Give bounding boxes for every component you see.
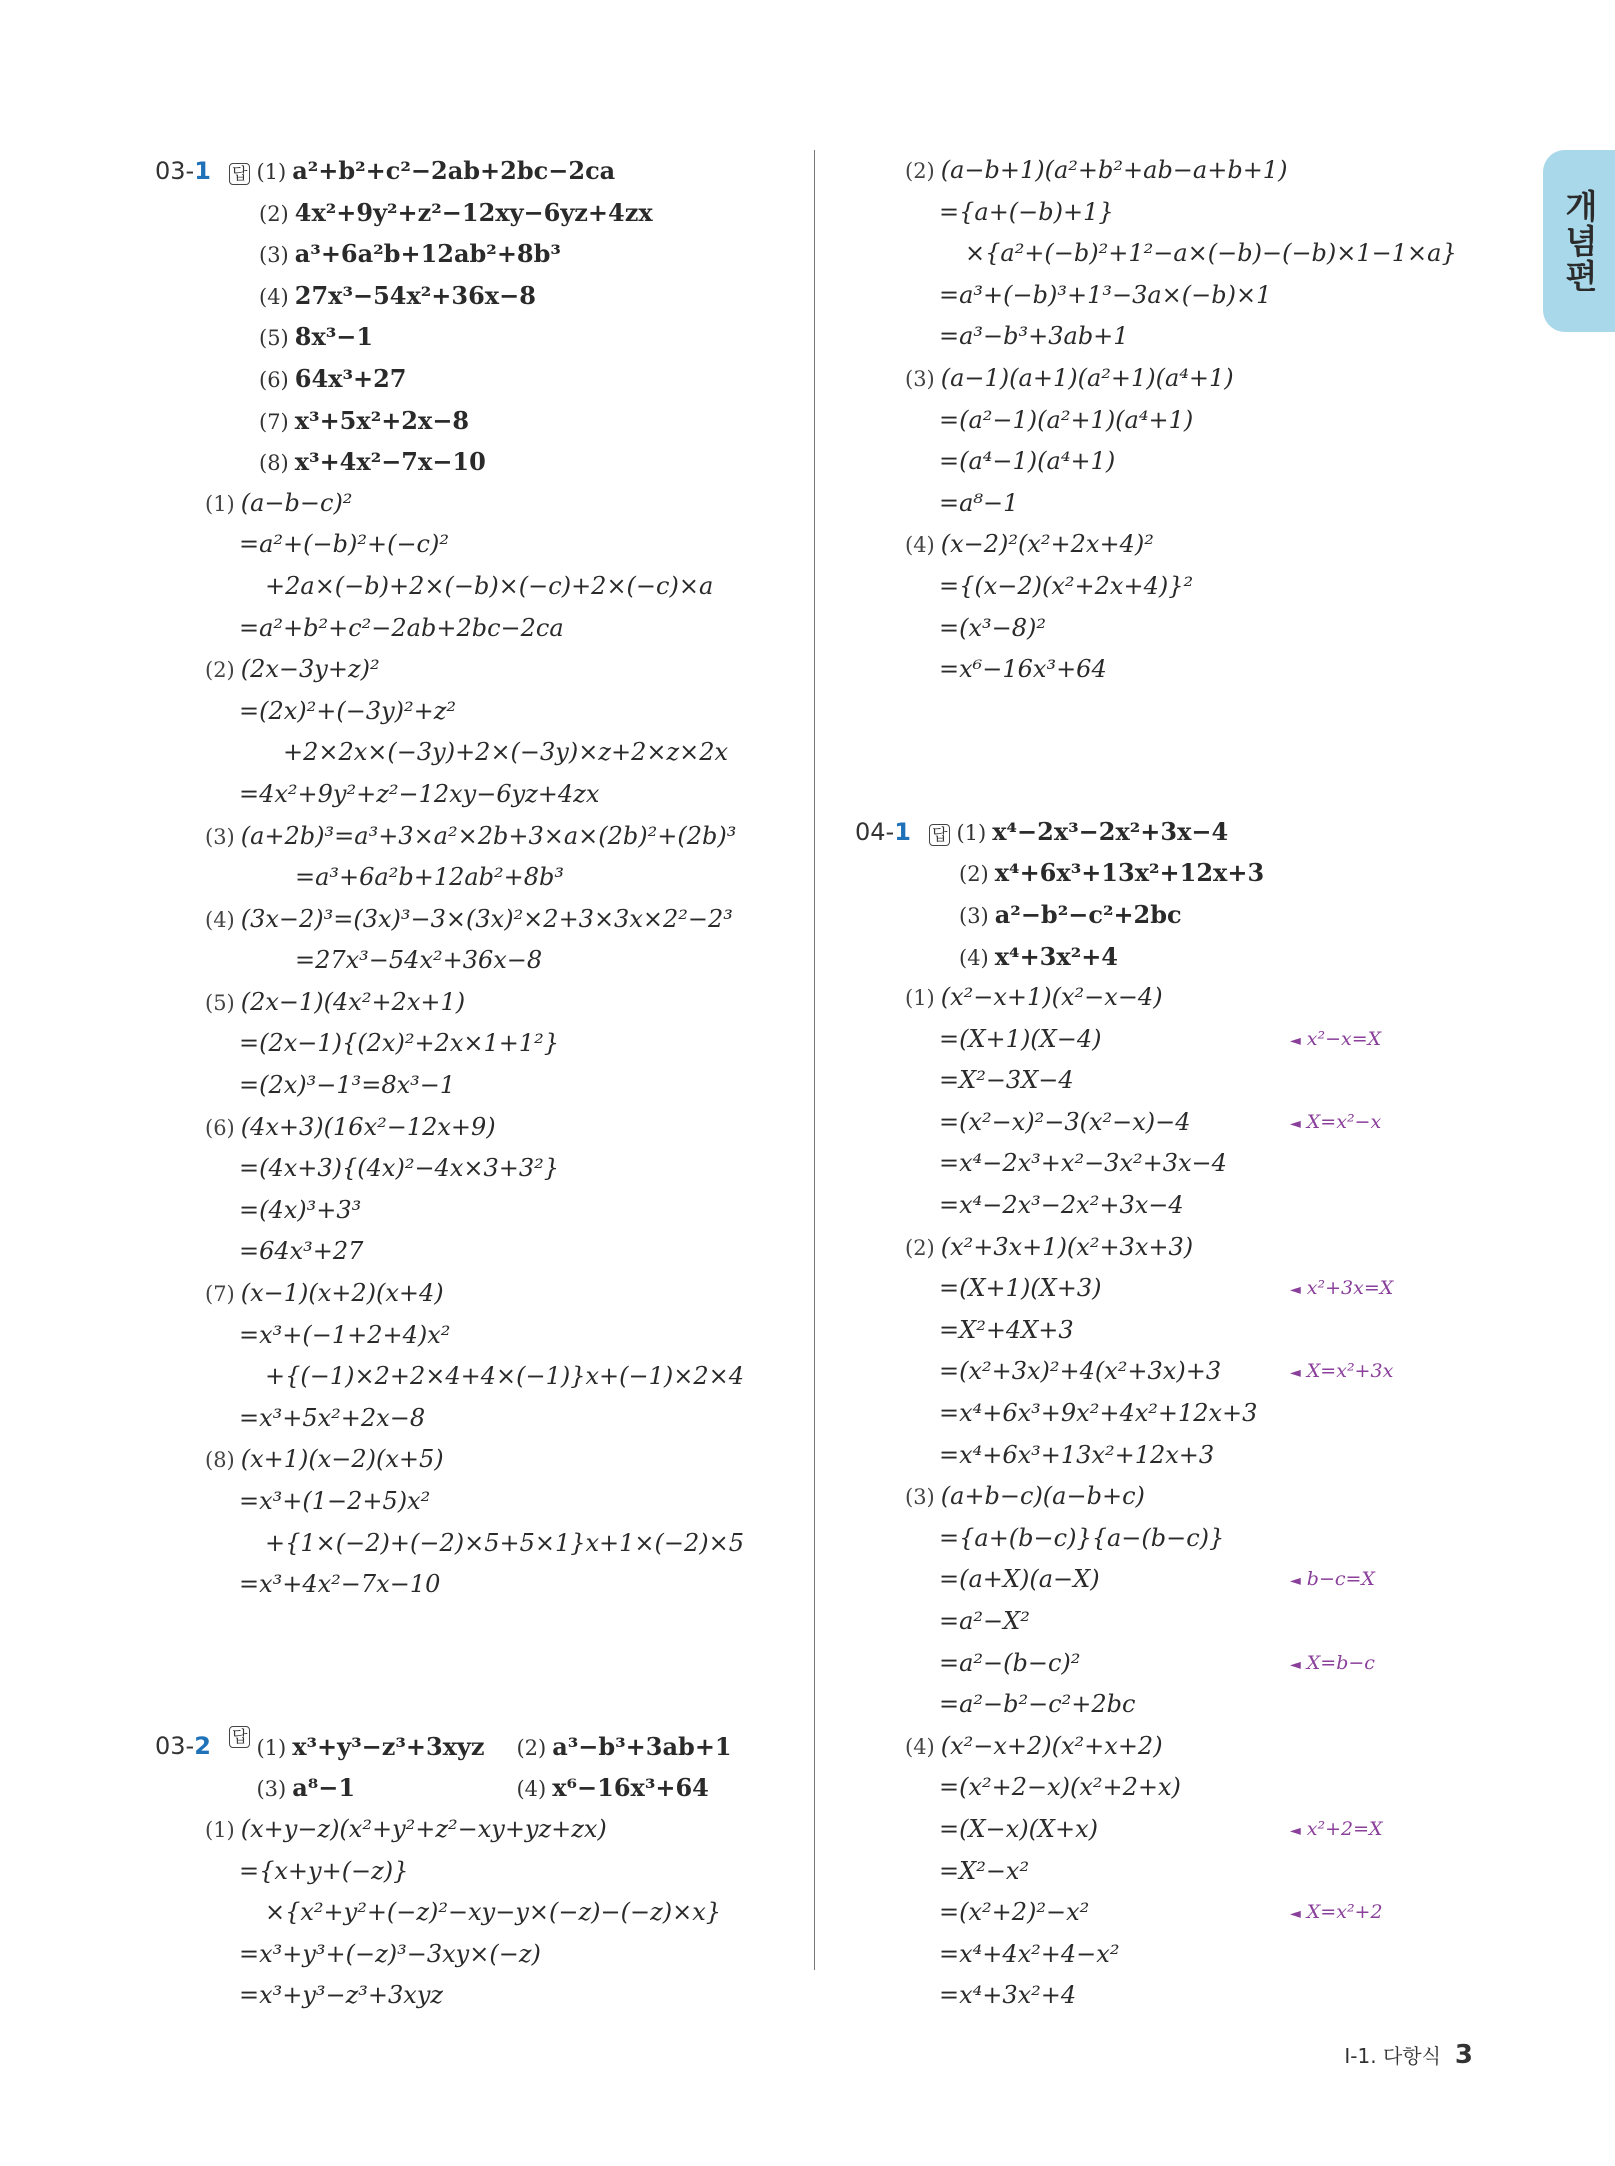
answer-label: (3)	[959, 903, 989, 928]
solution-expr: ×{x²+y²+(−z)²−xy−y×(−z)−(−z)×x}	[265, 1898, 721, 1927]
answer-label: (2)	[516, 1735, 547, 1760]
answer-expr: x³+y³−z³+3xyz	[292, 1731, 485, 1761]
solution-line	[855, 1726, 1495, 1768]
solution-expr: (a+2b)³=a³+3×a²×2b+3×a×(2b)²+(2b)³	[240, 821, 737, 850]
solution-expr: (3x−2)³=(3x)³−3×(3x)²×2+3×3x×2²−2³	[240, 904, 733, 933]
solution-expr: =x⁴−2x³+x²−3x²+3x−4	[939, 1149, 1227, 1178]
solution-expr: ×{a²+(−b)²+1²−a×(−b)−(−b)×1−1×a}	[965, 239, 1457, 268]
solution-expr: =X²−3X−4	[939, 1066, 1074, 1095]
solution-line	[155, 1273, 795, 1315]
answer-expr: 8x³−1	[294, 322, 374, 352]
answer-item	[155, 358, 795, 400]
left-column	[155, 150, 795, 2017]
solution-expr: =(a+X)(a−X)	[939, 1565, 1100, 1594]
answer-label: (7)	[259, 409, 289, 434]
solution-line	[155, 982, 795, 1024]
solution-line	[155, 566, 795, 608]
solution-line	[155, 732, 795, 774]
step-label: (2)	[905, 1235, 935, 1260]
footer-chapter: Ⅰ-1. 다항식	[1344, 2044, 1441, 2068]
solution-expr: =x⁶−16x³+64	[939, 655, 1107, 684]
solution-line	[155, 1231, 795, 1273]
step-label: (1)	[205, 491, 235, 516]
solution-line	[855, 608, 1495, 650]
solution-line	[155, 899, 795, 941]
problem-number-suffix: 1	[894, 817, 911, 846]
solution-line	[855, 1518, 1495, 1560]
answer-grid	[256, 1726, 795, 1809]
step-label: (3)	[205, 824, 235, 849]
solution-line	[855, 1227, 1495, 1269]
answer-badge: 답	[229, 163, 250, 185]
substitution-note: ◄ x²−x=X	[1290, 1019, 1381, 1063]
problem-number-prefix: 03-	[155, 157, 195, 185]
solution-line	[855, 1185, 1495, 1227]
problem-03-2-cont	[855, 150, 1495, 691]
solution-expr: (x−1)(x+2)(x+4)	[240, 1279, 444, 1308]
solution-line	[155, 1065, 795, 1107]
step-label: (6)	[205, 1115, 235, 1140]
problem-number	[155, 1726, 229, 1768]
answer-badge: 답	[929, 824, 950, 846]
answer-item	[956, 811, 1228, 855]
solution-line	[155, 608, 795, 650]
solution-expr: =(X+1)(X−4)	[939, 1024, 1102, 1053]
solution-expr: =(2x−1){(2x)²+2x×1+1²}	[239, 1029, 560, 1058]
solution-expr: =x⁴+6x³+9x²+4x²+12x+3	[939, 1399, 1258, 1428]
solution-line	[155, 1190, 795, 1232]
problem-number-suffix: 1	[194, 157, 211, 185]
solution-line	[855, 566, 1495, 608]
answer-expr: 27x³−54x²+36x−8	[294, 280, 536, 310]
solution-line	[855, 1268, 1495, 1310]
solution-line	[155, 483, 795, 525]
solution-line	[155, 1934, 795, 1976]
solution-expr: =x⁴+6x³+13x²+12x+3	[939, 1440, 1215, 1469]
solution-line	[855, 1310, 1495, 1352]
solution-expr: =x⁴+4x²+4−x²	[939, 1939, 1120, 1968]
solution-expr: =x³+5x²+2x−8	[239, 1403, 426, 1432]
substitution-note: ◄ X=x²−x	[1290, 1102, 1381, 1146]
solution-line	[855, 1975, 1495, 2017]
solution-line	[855, 275, 1495, 317]
step-label: (8)	[205, 1448, 235, 1473]
step-label: (3)	[905, 1485, 935, 1510]
solution-line	[155, 524, 795, 566]
solution-line	[855, 483, 1495, 525]
solution-expr: =a³+6a²b+12ab²+8b³	[295, 863, 565, 892]
solution-line	[855, 1892, 1495, 1934]
solution-expr: +2a×(−b)+2×(−b)×(−c)+2×(−c)×a	[265, 571, 714, 600]
solution-expr: +{1×(−2)+(−2)×5+5×1}x+1×(−2)×5	[265, 1528, 744, 1557]
answer-item	[855, 852, 1495, 894]
solution-expr: =(4x)³+3³	[239, 1195, 362, 1224]
solution-line	[155, 1439, 795, 1481]
solution-line	[855, 358, 1495, 400]
solution-expr: =x³+(−1+2+4)x²	[239, 1320, 451, 1349]
solution-expr: =a²+(−b)²+(−c)²	[239, 530, 449, 559]
answer-expr: a³−b³+3ab+1	[552, 1731, 732, 1761]
solution-line	[855, 150, 1495, 192]
substitution-note: ◄ X=b−c	[1290, 1643, 1375, 1687]
step-label: (1)	[205, 1817, 235, 1842]
solution-expr: (x+y−z)(x²+y²+z²−xy+yz+zx)	[240, 1814, 607, 1843]
answer-item	[155, 400, 795, 442]
solution-expr: =4x²+9y²+z²−12xy−6yz+4zx	[239, 779, 600, 808]
step-label: (3)	[905, 366, 935, 391]
answer-label: (2)	[959, 862, 989, 887]
solution-line	[855, 1393, 1495, 1435]
answer-item	[155, 316, 795, 358]
solution-expr: ={x+y+(−z)}	[239, 1856, 409, 1885]
section-gap	[855, 691, 1495, 811]
problem-header	[155, 150, 795, 192]
solution-expr: =a²−(b−c)²	[939, 1648, 1081, 1677]
solution-line	[855, 1851, 1495, 1893]
solution-line	[855, 1435, 1495, 1477]
answer-item	[516, 1767, 776, 1809]
solution-line	[855, 977, 1495, 1019]
solution-line	[155, 1148, 795, 1190]
answer-expr: x⁴−2x³−2x²+3x−4	[992, 816, 1229, 846]
step-label: (5)	[205, 990, 235, 1015]
step-label: (7)	[205, 1282, 235, 1307]
problem-number-prefix: 03-	[155, 1731, 195, 1760]
answer-label: (5)	[259, 326, 289, 351]
solution-line	[155, 691, 795, 733]
solution-line	[155, 1481, 795, 1523]
solution-expr: =(a⁴−1)(a⁴+1)	[939, 447, 1116, 476]
solution-expr: =(x²+2)²−x²	[939, 1898, 1090, 1927]
answer-label: (1)	[956, 820, 987, 845]
solution-expr: +{(−1)×2+2×4+4×(−1)}x+(−1)×2×4	[265, 1362, 744, 1391]
answer-expr: a⁸−1	[292, 1773, 356, 1803]
solution-line	[155, 816, 795, 858]
answer-item	[855, 894, 1495, 936]
solution-line	[855, 1601, 1495, 1643]
solution-expr: (x²+3x+1)(x²+3x+3)	[940, 1232, 1194, 1261]
substitution-note: ◄ x²+3x=X	[1290, 1268, 1393, 1312]
answer-item	[256, 1726, 516, 1768]
solution-line	[855, 1934, 1495, 1976]
problem-number-prefix: 04-	[855, 817, 895, 846]
substitution-note: ◄ b−c=X	[1290, 1559, 1375, 1603]
solution-line	[855, 524, 1495, 566]
solution-expr: =x³+y³+(−z)³−3xy×(−z)	[239, 1939, 541, 1968]
solution-expr: =(x³−8)²	[939, 613, 1046, 642]
answer-label: (4)	[959, 945, 989, 970]
solution-line	[855, 1559, 1495, 1601]
answer-label: (4)	[516, 1777, 547, 1802]
solution-line	[855, 649, 1495, 691]
solution-line	[855, 1102, 1495, 1144]
concept-section-tab[interactable]	[1543, 150, 1615, 332]
column-divider	[814, 150, 815, 1970]
side-tab-text: 개념편	[1560, 188, 1599, 294]
step-label: (2)	[205, 658, 235, 683]
solution-line	[155, 1356, 795, 1398]
step-label: (4)	[905, 533, 935, 558]
solution-line	[855, 441, 1495, 483]
solution-line	[855, 1809, 1495, 1851]
problem-header	[855, 811, 1495, 853]
solution-line	[855, 316, 1495, 358]
solution-expr: =(a²−1)(a²+1)(a⁴+1)	[939, 405, 1194, 434]
solution-expr: (a−1)(a+1)(a²+1)(a⁴+1)	[940, 363, 1234, 392]
answer-expr: x⁴+3x²+4	[994, 941, 1119, 971]
solution-expr: =(x²+3x)²+4(x²+3x)+3	[939, 1357, 1222, 1386]
solution-expr: =x⁴−2x³−2x²+3x−4	[939, 1191, 1184, 1220]
solution-line	[855, 1476, 1495, 1518]
solution-expr: =a²−b²−c²+2bc	[939, 1690, 1136, 1719]
solution-line	[855, 1767, 1495, 1809]
solution-line	[155, 1398, 795, 1440]
solution-expr: =(x²−x)²−3(x²−x)−4	[939, 1107, 1191, 1136]
solution-expr: =(2x)³−1³=8x³−1	[239, 1071, 456, 1100]
problem-header	[155, 1726, 795, 1809]
solution-line	[855, 1643, 1495, 1685]
solution-expr: =x³+y³−z³+3xyz	[239, 1981, 444, 2010]
solution-expr: =(2x)²+(−3y)²+z²	[239, 696, 457, 725]
problem-04-1	[855, 811, 1495, 2017]
answer-label: (3)	[256, 1777, 287, 1802]
answer-item	[155, 441, 795, 483]
solution-expr: ={a+(−b)+1}	[939, 197, 1114, 226]
answer-expr: 64x³+27	[294, 363, 407, 393]
solution-line	[155, 1315, 795, 1357]
page-footer	[1344, 2040, 1473, 2070]
answer-item	[256, 150, 615, 194]
answer-label: (6)	[259, 367, 289, 392]
solution-expr: =a⁸−1	[939, 488, 1019, 517]
solution-line	[155, 649, 795, 691]
answer-expr: a²+b²+c²−2ab+2bc−2ca	[292, 156, 616, 185]
solution-expr: (a−b+1)(a²+b²+ab−a+b+1)	[940, 156, 1288, 184]
problem-03-2	[155, 1726, 795, 2017]
answer-expr: x⁴+6x³+13x²+12x+3	[994, 858, 1265, 888]
answer-item	[855, 936, 1495, 978]
solution-expr: =x³+(1−2+5)x²	[239, 1487, 431, 1515]
solution-line	[155, 1809, 795, 1851]
solution-expr: ={a+(b−c)}{a−(b−c)}	[939, 1523, 1225, 1552]
solution-line	[155, 774, 795, 816]
answer-expr: 4x²+9y²+z²−12xy−6yz+4zx	[294, 197, 653, 227]
answer-label: (1)	[256, 160, 287, 184]
substitution-note: ◄ x²+2=X	[1290, 1809, 1383, 1853]
solution-line	[855, 1019, 1495, 1061]
answer-expr: x³+4x²−7x−10	[294, 447, 486, 477]
problem-03-1	[155, 150, 795, 1606]
solution-line	[155, 1851, 795, 1893]
solution-expr: (a+b−c)(a−b+c)	[940, 1482, 1145, 1511]
solution-expr: =64x³+27	[239, 1237, 364, 1266]
answer-label: (4)	[259, 284, 289, 309]
answer-item	[516, 1726, 776, 1768]
answer-expr: x⁶−16x³+64	[552, 1773, 709, 1803]
solution-expr: (x−2)²(x²+2x+4)²	[940, 530, 1154, 559]
solution-line	[855, 192, 1495, 234]
solution-expr: (x²−x+2)(x²+x+2)	[940, 1731, 1163, 1760]
solution-expr: +2×2x×(−3y)+2×(−3y)×z+2×z×2x	[283, 738, 729, 767]
answer-expr: x³+5x²+2x−8	[294, 405, 470, 435]
answer-item	[155, 192, 795, 234]
solution-expr: =a³+(−b)³+1³−3a×(−b)×1	[939, 280, 1272, 309]
step-label: (4)	[205, 907, 235, 932]
solution-expr: =(4x+3){(4x)²−4x×3+3²}	[239, 1154, 560, 1183]
answer-label: (3)	[259, 243, 289, 268]
solution-expr: =x³+4x²−7x−10	[239, 1570, 441, 1599]
step-label: (1)	[905, 986, 935, 1011]
solution-line	[155, 1564, 795, 1606]
solution-line	[155, 1975, 795, 2017]
solution-line	[155, 1107, 795, 1149]
right-column	[855, 150, 1495, 2017]
answer-label: (2)	[259, 201, 289, 226]
solution-line	[855, 233, 1495, 275]
solution-expr: =x⁴+3x²+4	[939, 1981, 1077, 2010]
solution-expr: =X²+4X+3	[939, 1315, 1074, 1344]
solution-line	[155, 1023, 795, 1065]
answer-label: (8)	[259, 451, 289, 476]
answer-item	[155, 233, 795, 275]
solution-expr: (x²−x+1)(x²−x−4)	[940, 983, 1163, 1012]
substitution-note: ◄ X=x²+3x	[1290, 1351, 1393, 1395]
solution-line	[855, 1143, 1495, 1185]
answer-label: (1)	[256, 1735, 287, 1760]
solution-expr: ={(x−2)(x²+2x+4)}²	[939, 571, 1194, 600]
solution-expr: (2x−3y+z)²	[240, 655, 380, 684]
step-label: (2)	[905, 159, 935, 183]
answer-item	[256, 1767, 516, 1809]
answer-item	[155, 275, 795, 317]
solution-expr: =a²+b²+c²−2ab+2bc−2ca	[239, 613, 564, 642]
solution-expr: =a²−X²	[939, 1607, 1030, 1635]
solution-expr: =a³−b³+3ab+1	[939, 322, 1129, 351]
solution-expr: (4x+3)(16x²−12x+9)	[240, 1112, 496, 1141]
solution-expr: =(x²+2−x)(x²+2+x)	[939, 1773, 1181, 1802]
solution-line	[155, 1523, 795, 1565]
step-label: (4)	[905, 1734, 935, 1759]
solution-expr: (a−b−c)²	[240, 488, 353, 517]
section-gap	[155, 1606, 795, 1726]
solution-line	[155, 1892, 795, 1934]
answer-badge: 답	[229, 1726, 250, 1748]
answer-expr: a³+6a²b+12ab²+8b³	[294, 239, 561, 269]
solution-line	[155, 940, 795, 982]
solution-expr: =27x³−54x²+36x−8	[295, 946, 543, 975]
solution-expr: (2x−1)(4x²+2x+1)	[240, 987, 466, 1016]
solution-expr: =(X+1)(X+3)	[939, 1274, 1102, 1303]
solution-line	[155, 857, 795, 899]
solution-line	[855, 1351, 1495, 1393]
substitution-note: ◄ X=x²+2	[1290, 1892, 1383, 1936]
solution-line	[855, 400, 1495, 442]
solution-expr: (x+1)(x−2)(x+5)	[240, 1445, 444, 1474]
solution-expr: =(X−x)(X+x)	[939, 1814, 1099, 1843]
answer-expr: a²−b²−c²+2bc	[994, 899, 1182, 929]
page-number: 3	[1454, 2040, 1473, 2070]
solution-expr: =X²−x²	[939, 1856, 1030, 1885]
problem-number	[855, 812, 929, 854]
solution-line	[855, 1060, 1495, 1102]
solution-line	[855, 1684, 1495, 1726]
problem-number-suffix: 2	[194, 1731, 211, 1760]
problem-number	[155, 151, 229, 193]
